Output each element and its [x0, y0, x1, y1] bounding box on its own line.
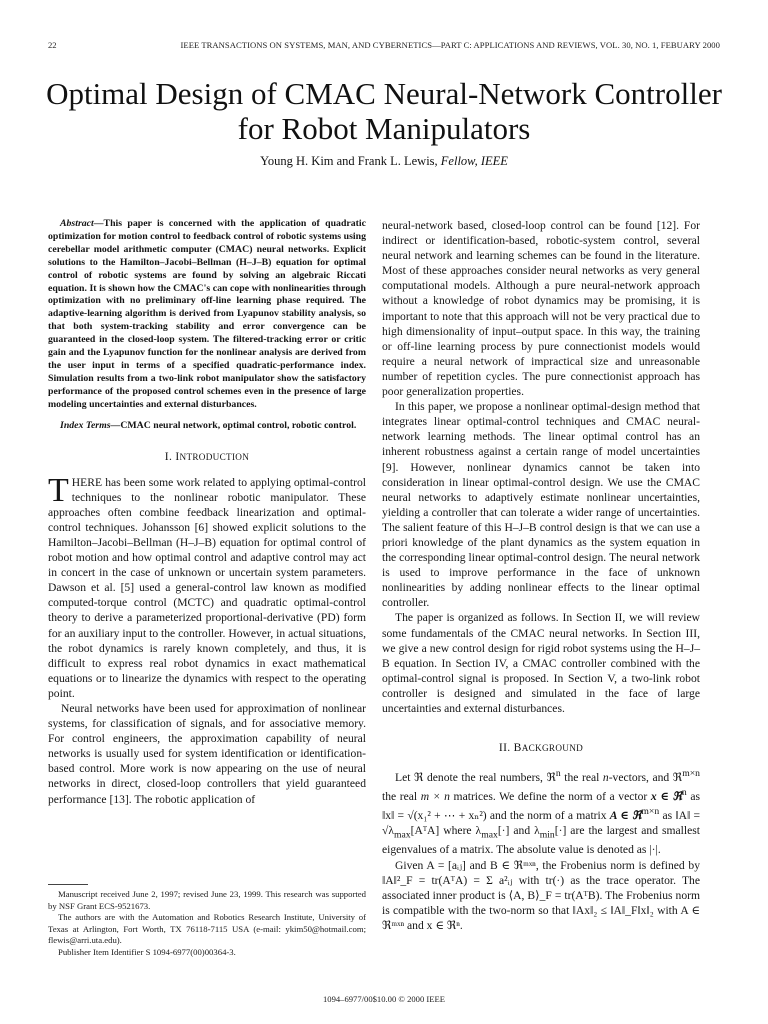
- journal-name: IEEE TRANSACTIONS ON SYSTEMS, MAN, AND CYBERNETICS—PART C: APPLICATIONS AND REVIEWS, VOL. 30, NO. 1, FEBUARY 2000: [180, 40, 720, 50]
- intro-paragraph-5: The paper is organized as follows. In Section II, we will review some fundamentals of the CMAC neural networks. In Section III, we give a new control design for rigid robot systems using the H–J–B equation. In Section IV, a CMAC controller combined with the optimal-control signal is proposed. In Section V, a two-link robot controller is designed and simulated in the face of large uncertainties and external disturbances.: [382, 611, 700, 715]
- intro-paragraph-4: In this paper, we propose a nonlinear optimal-design method that integrates linear optimal-control techniques and CMAC neural-network learning methods. The linear optimal control has an inherent robustness against a certain range of model uncertainties [9]. However, nonlinear dynamics cannot be taken into consideration in linear optimal-control design. We use the CMAC neural networks to adaptively estimate nonlinear uncertainties, yielding a controller that can tolerate a wider range of uncertainties. The salient feature of this H–J–B control design is that we can use a priori knowledge of the plant dynamics as the system equation in the corresponding linear optimal-control design. The neural network is used to improve performance in the face of unknown nonlinearities by adding nonlinear effects to the linear optimal controller.: [382, 400, 700, 610]
- author-affiliation-title: Fellow, IEEE: [440, 154, 508, 168]
- left-column: [48, 218, 366, 807]
- right-column: [382, 218, 700, 933]
- title-line-1: Optimal Design of CMAC Neural-Network Controller: [46, 76, 722, 111]
- author-line: [48, 154, 720, 169]
- index-terms: [48, 420, 366, 433]
- abstract-text: This paper is concerned with the application of quadratic optimization for motion control to feedback control of robotic systems using cerebellar model arithmetic computer (CMAC) neural networks. Explicit solutions to the Hamilton–Jacobi–Bellman (H–J–B) equation for optimal control of robotic systems are found by solving an algebraic Riccati equation. It is shown how the CMAC's can cope with nonlinearities through optimization with no preliminary off-line learning phase required. The adaptive-learning algorithm is derived from Lyapunov stability analysis, so that both system-tracking stability and error convergence can be guaranteed in the closed-loop system. The filtered-tracking error or critic gain and the Lyapunov function for the nonlinear analysis are derived from the user input in terms of a specified quadratic-performance index. Simulation results from a two-link robot manipulator show the satisfactory performance of the proposed control schemes even in the presence of large modeling uncertainties and external disturbances.: [48, 218, 366, 410]
- intro-paragraph-1: THERE has been some work related to applying optimal-control techniques to the nonlinear robotic manipulator. These approaches often combine feedback linearization and optimal-control techniques. Johansson [6] showed explicit solutions to the Hamilton–Jacobi–Bellman (H–J–B) equation for optimal control of robot motion and how optimal control and adaptive control may act in concert in the case of unknown or uncertain system parameters. Dawson et al. [5] used a general-control law known as modified computed-torque control (MCTC) and quadratic optimal-control theory to derive a parameterized proportional-derivative (PD) form for an auxiliary input to the controller. However, in actual situations, the robot dynamics is rarely known completely, and thus, it is difficult to express real robot dynamics in exact mathematical equations or to linearize the dynamics with respect to the operating point.: [48, 471, 366, 700]
- footnote-affiliation: The authors are with the Automation and Robotics Research Institute, University of Texas at Arlington, Fort Worth, TX 76118-7115 USA (e-mail: ykim50@hotmail.com; flewis@arri.uta.edu).: [48, 912, 366, 946]
- intro-paragraph-2: Neural networks have been used for approximation of nonlinear systems, for classification of signals, and for associative memory. For control engineers, the approximation capability of neural networks is usually used for system identification or identification-based control. More work is now appearing on the use of neural networks in direct, closed-loop controllers that yield guaranteed performance [13]. The robotic application of: [48, 702, 366, 806]
- footnote-publisher-id: Publisher Item Identifier S 1094-6977(00)00364-3.: [58, 946, 236, 957]
- page-number: 22: [48, 40, 57, 50]
- footnote: [48, 884, 366, 959]
- paper-title: [20, 76, 748, 146]
- title-line-2: for Robot Manipulators: [237, 111, 531, 146]
- abstract-label: Abstract—: [60, 218, 104, 229]
- intro-paragraph-3: neural-network based, closed-loop control can be found [12]. For indirect or identification-based, robotic-system control, several neural network and learning schemes can be found in the literature. Most of these approaches consider neural networks as very general computational models. Although a pure neural-network approach without a knowledge of robot dynamics may be promising, it is important to note that this approach will not be very practical due to high dimensionality of input–output space. In this way, the training or off-line learning process by pure connectionist models would require a neural network of impractical size and unreasonable number of repetition cycles. The pure connectionist approach has poor generalization properties.: [382, 219, 700, 399]
- index-terms-label: Index Terms—: [60, 419, 121, 431]
- abstract: [48, 218, 366, 412]
- section-heading-background: II. BACKGROUND: [498, 741, 584, 755]
- background-paragraph-2: Given A = [aᵢⱼ] and B ∈ ℜᵐˣⁿ, the Frobenius norm is defined by ‖A‖²_F = tr(AᵀA) = Σ a²ᵢⱼ with tr(·) as the trace operator. The associated inner product is ⟨A, B⟩_F = tr(AᵀB). The Frobenius norm is compatible with the two-norm so that ‖Ax‖₂ ≤ ‖A‖_F‖x‖₂ with A ∈ ℜᵐˣⁿ and x ∈ ℜⁿ.: [382, 858, 700, 932]
- background-paragraph-1: Let ℜ denote the real numbers, ℜ$^n$ the real n-vectors, and ℜ$^{m\times n}$ the real m × n matrices. We define the norm of a vector x ∈ ℜ$^n$ as ‖x‖ = √(x₁² + ⋯ + xₙ²) and the norm of a matrix A ∈ ℜ$^{m\times n}$ as ‖A‖ = $√\lambda_{max}[AᵀA]$ where $\lambda_{max}[\cdot]$ and $\lambda_{min}[\cdot]$ are the largest and smallest eigenvalues of a matrix. The absolute value is denoted as |·|.: [382, 768, 701, 857]
- copyright-footer: 1094–6977/00$10.00 © 2000 IEEE: [322, 994, 446, 1004]
- section-heading-introduction: I. INTRODUCTION: [164, 449, 250, 463]
- drop-cap: T: [48, 471, 69, 509]
- index-terms-text: CMAC neural network, optimal control, robotic control.: [120, 419, 357, 431]
- footnote-received: Manuscript received June 2, 1997; revised June 23, 1999. This research was supported by NSF Grant ECS-9521673.: [48, 889, 366, 911]
- footnote-rule: [48, 884, 88, 885]
- author-names: Young H. Kim and Frank L. Lewis,: [260, 154, 438, 168]
